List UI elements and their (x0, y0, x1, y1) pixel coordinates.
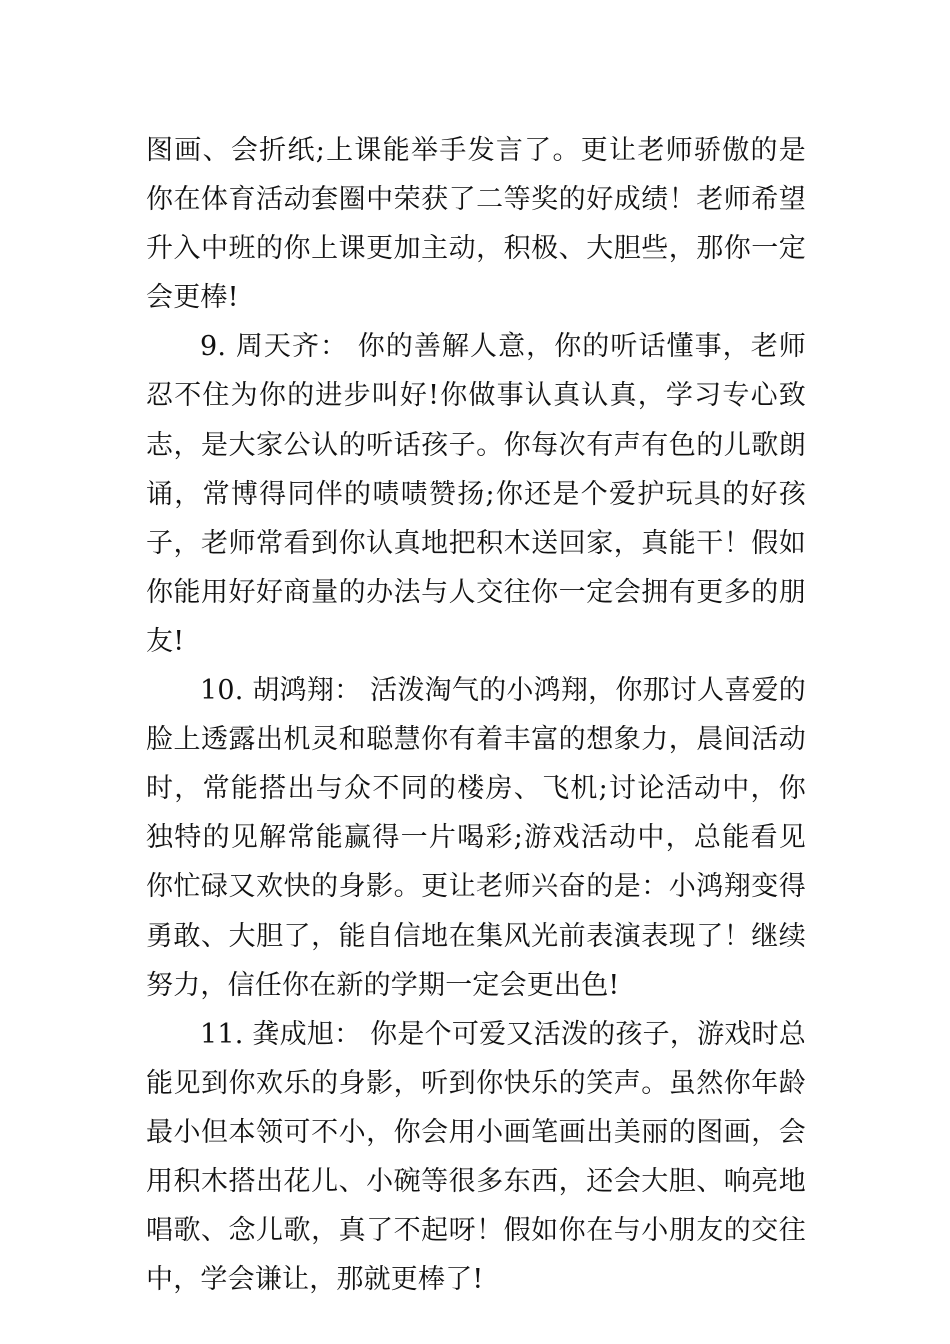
paragraph-comment-10: 10. 胡鸿翔： 活泼淘气的小鸿翔，你那讨人喜爱的脸上透露出机灵和聪慧你有着丰富的想象力，晨间活动时，常能搭出与众不同的楼房、飞机;讨论活动中，你独特的见解常能赢得一片喝彩;游戏活动中，总能看见你忙碌又欢快的身影。更让老师兴奋的是：小鸿翔变得勇敢、大胆了，能自信地在集风光前表演表现了！继续努力，信任你在新的学期一定会更出色! (146, 675, 806, 1001)
paragraph-comment-11: 11. 龚成旭： 你是个可爱又活泼的孩子，游戏时总能见到你欢乐的身影，听到你快乐的笑声。虽然你年龄最小但本领可不小，你会用小画笔画出美丽的图画，会用积木搭出花儿、小碗等很多东西，还会大胆、响亮地唱歌、念儿歌，真了不起呀！假如你在与小朋友的交往中，学会谦让，那就更棒了! (146, 1018, 806, 1296)
document-body (146, 126, 806, 1304)
paragraph-continuation: 图画、会折纸;上课能举手发言了。更让老师骄傲的是你在体育活动套圈中荣获了二等奖的好成绩！老师希望升入中班的你上课更加主动，积极、大胆些，那你一定会更棒! (146, 135, 806, 314)
paragraph-comment-9: 9. 周天齐： 你的善解人意，你的听话懂事，老师忍不住为你的进步叫好!你做事认真认真，学习专心致志，是大家公认的听话孩子。你每次有声有色的儿歌朗诵，常博得同伴的啧啧赞扬;你还是个爱护玩具的好孩子，老师常看到你认真地把积木送回家，真能干！假如你能用好好商量的办法与人交往你一定会拥有更多的朋友! (146, 331, 806, 657)
